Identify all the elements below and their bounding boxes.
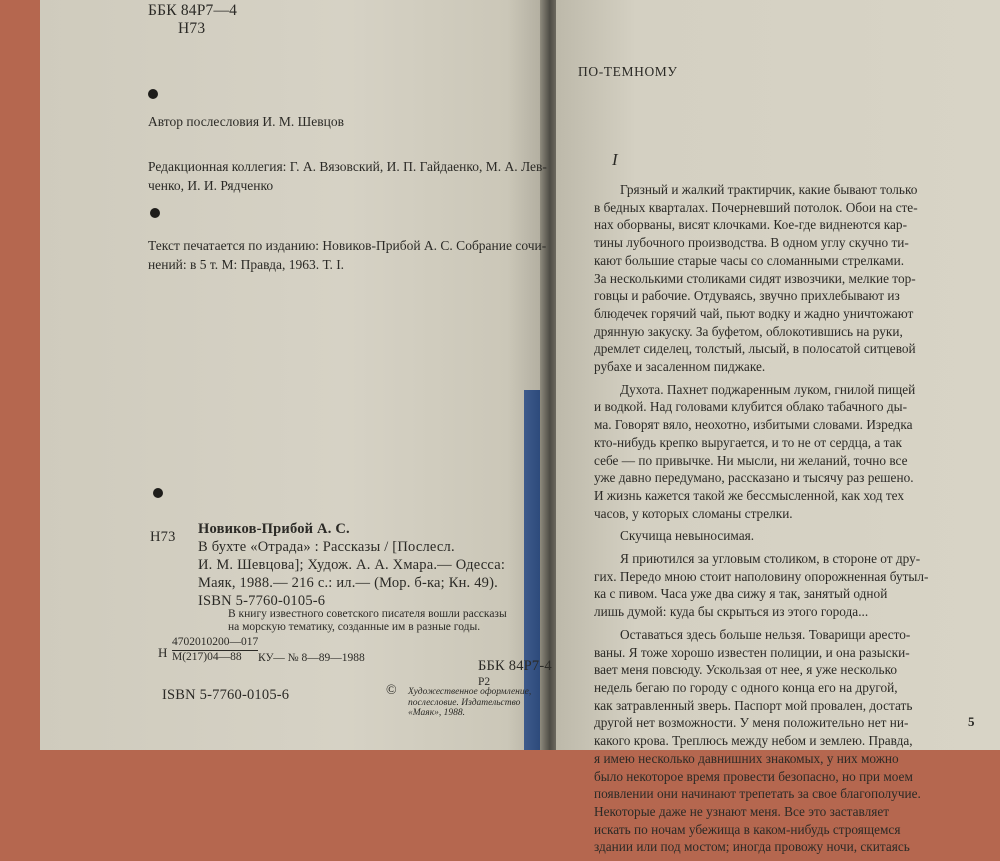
text-line: дрянную закуску. За буфетом, облокотившись на руки, — [594, 323, 903, 339]
text-line: Некоторые даже не узнают меня. Все это заставляет — [594, 803, 890, 819]
text-line: какого крова. Треплюсь между небом и землею. Правда, — [594, 733, 913, 749]
text-line: кают большие старые часы со сломанными стрелками. — [594, 252, 905, 268]
copyright-line: «Маяк», 1988. — [408, 708, 466, 718]
paragraph — [594, 381, 928, 523]
text-line: недель бегаю по городу с одного конца его на другой, — [594, 679, 898, 695]
catalog-isbn: ISBN 5-7760-0105-6 — [198, 593, 326, 609]
text-line: было некоторое время провести безопасно, но при моем — [594, 768, 913, 784]
paragraph — [594, 527, 928, 545]
text-line: как затравленный зверь. Паспорт мой провален, достать — [594, 697, 913, 713]
bullet-dot — [153, 488, 163, 498]
text-line: ка с пивом. Часа уже два сижу я так, занятый одной — [594, 586, 888, 602]
text-line: появлении они начинают трепетать за свое благополучие. — [594, 786, 921, 802]
text-line: другой нет возможности. У меня положительно нет ни- — [594, 715, 909, 731]
isbn-bottom: ISBN 5-7760-0105-6 — [162, 687, 290, 703]
catalog-mark: Н73 — [150, 529, 176, 545]
text-line: тины лубочного производства. В одном углу скучно ти- — [594, 235, 909, 251]
text-line: За несколькими столиками сидят извозчики, мелкие тор- — [594, 270, 916, 286]
text-line: здании или под мостом; иногда провожу ночи, скитаясь — [594, 839, 910, 855]
text-line: и водкой. Над головами клубится облако табачного ды- — [594, 399, 908, 415]
text-line: ваны. Я тоже хорошо известен полиции, и она разыски- — [594, 644, 910, 660]
source-line: Текст печатается по изданию: Новиков-Прибой А. С. Собрание сочи- — [148, 238, 547, 253]
copyright-notice — [408, 687, 531, 719]
text-line: Я приютился за угловым столиком, в стороне от дру- — [620, 551, 921, 567]
code-letter: Н — [158, 645, 168, 660]
source-line: нений: в 5 т. М: Правда, 1963. Т. I. — [148, 257, 345, 272]
text-line: кто-нибудь крепко выругается, и то не от сердца, а так — [594, 434, 902, 450]
catalog-author: Новиков-Прибой А. С. — [198, 521, 350, 537]
text-line: лишь думой: куда бы скрыться из этого города... — [594, 604, 869, 620]
text-line: Оставаться здесь больше нельзя. Товарищи аресто- — [620, 626, 911, 642]
bullet-dot — [148, 89, 158, 99]
code-ku: КУ— № 8—89—1988 — [258, 652, 365, 664]
bullet-dot — [150, 208, 160, 218]
code-fraction — [172, 636, 258, 664]
catalog-line: И. М. Шевцова]; Худож. А. А. Хмара.— Одесса: — [198, 557, 506, 573]
code-denominator: М(217)04—88 — [172, 651, 242, 663]
text-line: говцы и рабочие. Отдуваясь, звучно прихлебывают из — [594, 288, 900, 304]
story-text — [594, 181, 928, 861]
bbk-index-top: ББК 84Р7—4 — [148, 2, 238, 19]
code-numerator: 4702010200—017 — [172, 636, 258, 651]
afterword-author: Автор послесловия И. М. Шевцов — [148, 114, 345, 129]
copyright-line: послесловие. Издательство — [408, 697, 521, 708]
annotation — [228, 608, 507, 634]
annotation-line: В книгу известного советского писателя вошли рассказы — [228, 608, 507, 620]
bbk-index-bottom: ББК 84Р7-4 — [478, 658, 552, 674]
author-mark-top: Н73 — [178, 20, 206, 37]
editorial-line: Редакционная коллегия: Г. А. Вязовский, И. П. Гайдаенко, М. А. Лев- — [148, 159, 547, 174]
text-line: Духота. Пахнет поджаренным луком, гнилой пищей — [620, 381, 916, 397]
text-line: уже давно передумано, рассказано и тысячу раз решено. — [594, 470, 914, 486]
bbk-sub: Р2 — [478, 676, 491, 688]
page-number: 5 — [968, 714, 975, 729]
annotation-line: на морскую тематику, созданные им в разные годы. — [228, 621, 481, 633]
text-line: ма. Говорят вяло, неохотно, избитыми словами. Изредка — [594, 417, 913, 433]
text-line: искать по ночам убежища в каком-нибудь строящемся — [594, 821, 901, 837]
paragraphs — [594, 181, 928, 856]
catalog-line: Маяк, 1988.— 216 с.: ил.— (Мор. б-ка; Кн. 49). — [198, 575, 498, 591]
copyright-symbol: © — [386, 683, 397, 698]
text-line: в бедных кварталах. Почерневший потолок. Обои на сте- — [594, 199, 918, 215]
catalog-line: В бухте «Отрада» : Рассказы / [Послесл. — [198, 539, 455, 555]
text-line: себе — по привычке. Ни мысли, ни желаний, точно все — [594, 452, 908, 468]
editorial-line: ченко, И. И. Рядченко — [148, 178, 274, 193]
paragraph — [594, 181, 928, 376]
text-line: гих. Передо мною стоит наполовину опорожненная бутыл- — [594, 568, 929, 584]
source-edition — [148, 236, 546, 274]
catalog-card — [198, 520, 505, 610]
text-line: дремлет сиделец, толстый, лысый, в полосатой ситцевой — [594, 341, 916, 357]
text-line: И жизнь кажется такой же бессмысленной, как ход тех — [594, 487, 905, 503]
text-line: нах оборваны, висят клочками. Кое-где виднеются кар- — [594, 217, 907, 233]
story-title: ПО-ТЕМНОМУ — [578, 64, 678, 79]
text-line: рубахе и засаленном пиджаке. — [594, 359, 766, 375]
text-line: блюдечек горячий чай, пьют водку и жадно уничтожают — [594, 305, 914, 321]
text-line: часов, у которых сломаны стрелки. — [594, 505, 793, 521]
text-line: я имею несколько давнишних знакомых, у них можно — [594, 750, 899, 766]
paragraph — [594, 626, 928, 856]
copyright-line: Художественное оформление, — [408, 687, 532, 697]
paragraph — [594, 550, 928, 621]
text-line: вает меня повсюду. Ускользая от нее, я уже несколько — [594, 662, 898, 678]
chapter-number: I — [612, 150, 618, 169]
text-line: Скучища невыносимая. — [620, 528, 755, 544]
editorial-board — [148, 157, 547, 195]
text-line: Грязный и жалкий трактирчик, какие бывают только — [620, 182, 918, 197]
